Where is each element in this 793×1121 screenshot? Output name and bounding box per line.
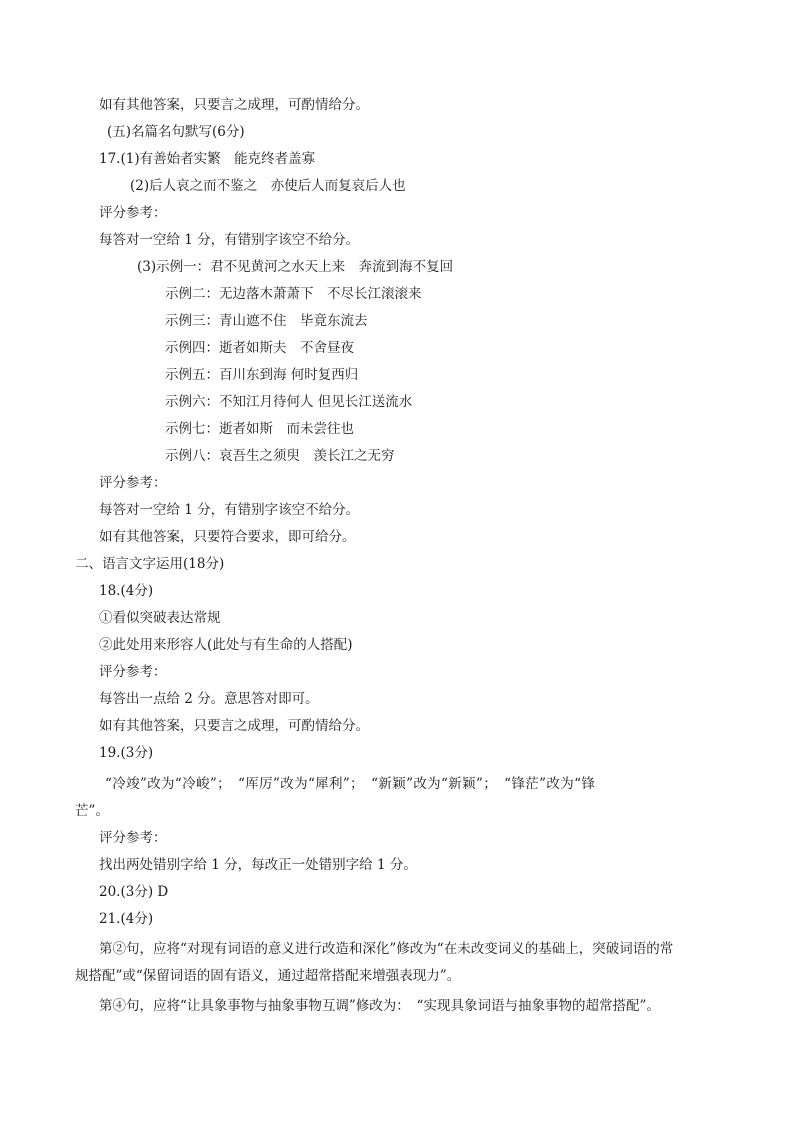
answer-21-line: 第②句，应将“对现有词语的意义进行改造和深化”修改为“在未改变词义的基础上，突破词语的常 xyxy=(99,941,674,957)
question-20: 20.(3分) D xyxy=(99,884,169,900)
section-heading: (五)名篇名句默写(6分) xyxy=(107,124,245,140)
answer-point: ②此处用来形容人(此处与有生命的人搭配) xyxy=(99,637,353,653)
question-number: 21.(4分) xyxy=(99,911,154,927)
example-line: 示例六：不知江月待何人 但见长江送流水 xyxy=(165,394,413,410)
scoring-label: 评分参考： xyxy=(99,664,167,680)
text-line: 每答对一空给 1 分，有错别字该空不给分。 xyxy=(99,502,360,518)
scoring-label: 评分参考： xyxy=(99,475,167,491)
section-heading: 二、语言文字运用(18分) xyxy=(75,556,225,572)
text-line: 每答出一点给 2 分。意思答对即可。 xyxy=(99,691,319,707)
text-line: 如有其他答案，只要言之成理，可酌情给分。 xyxy=(99,718,369,734)
question-17-1: 17.(1)有善始者实繁 能克终者盖寡 xyxy=(99,151,316,167)
text-line: 找出两处错别字给 1 分，每改正一处错别字给 1 分。 xyxy=(99,857,417,873)
scoring-label: 评分参考： xyxy=(99,830,167,846)
example-line: 示例五：百川东到海 何时复西归 xyxy=(165,367,359,383)
answer-21-line: 规搭配”或“保留词语的固有语义，通过超常搭配来增强表现力”。 xyxy=(75,968,461,984)
text-line: 如有其他答案，只要符合要求，即可给分。 xyxy=(99,529,356,545)
question-17-3: (3)示例一：君不见黄河之水天上来 奔流到海不复回 xyxy=(137,259,454,275)
question-number: 18.(4分) xyxy=(99,583,154,599)
answer-21-line: 第④句，应将“让具象事物与抽象事物互调”修改为： “实现具象词语与抽象事物的超常搭配”。 xyxy=(99,998,660,1014)
scoring-label: 评分参考： xyxy=(99,205,167,221)
example-line: 示例七：逝者如斯 而未尝往也 xyxy=(165,421,354,437)
text-line: 如有其他答案，只要言之成理，可酌情给分。 xyxy=(99,97,369,113)
example-line: 示例八：哀吾生之须臾 羡长江之无穷 xyxy=(165,448,395,464)
answer-point: ①看似突破表达常规 xyxy=(99,610,221,626)
text-line: 每答对一空给 1 分，有错别字该空不给分。 xyxy=(99,232,360,248)
example-line: 示例三：青山遮不住 毕竟东流去 xyxy=(165,313,368,329)
answer-19-cont: 芒”。 xyxy=(75,803,109,819)
question-17-2: (2)后人哀之而不鉴之 亦使后人而复哀后人也 xyxy=(130,178,406,194)
example-line: 示例二：无边落木萧萧下 不尽长江滚滚来 xyxy=(165,286,422,302)
question-number: 19.(3分) xyxy=(99,745,154,761)
example-line: 示例四：逝者如斯夫 不舍昼夜 xyxy=(165,340,354,356)
answer-19: “冷竣”改为“冷峻”； “厍厉”改为“犀利”； “新颖”改为“新颖”； “锋茫”改为“锋 xyxy=(105,776,596,792)
